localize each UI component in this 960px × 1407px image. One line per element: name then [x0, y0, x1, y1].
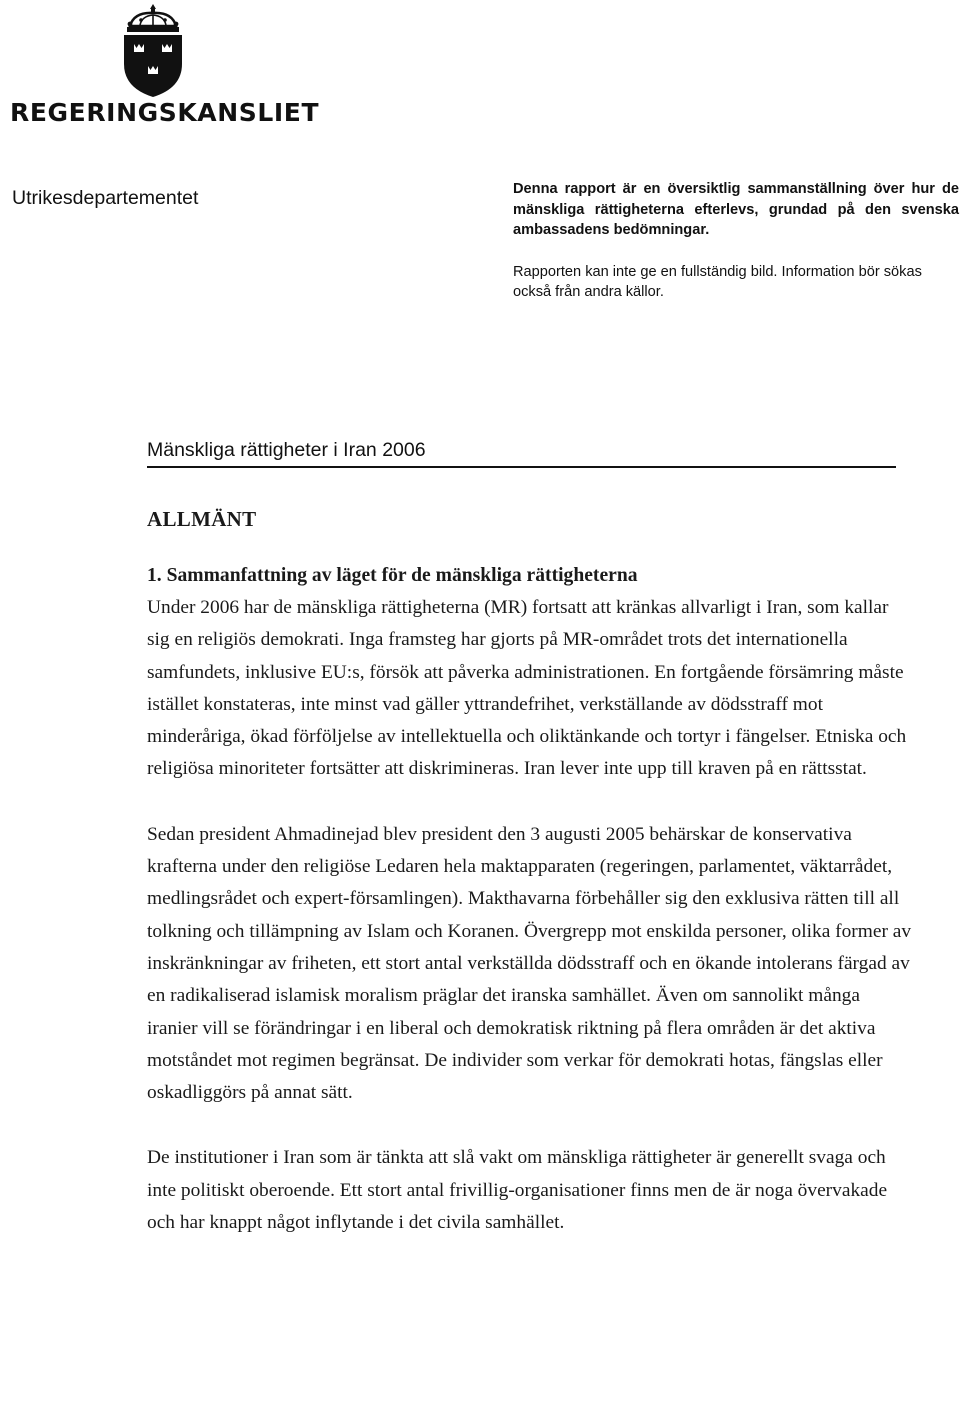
section-heading: ALLMÄNT [147, 507, 257, 531]
report-title: Mänskliga rättigheter i Iran 2006 [147, 437, 896, 468]
body-paragraph: Under 2006 har de mänskliga rättigheterna (MR) fortsatt att kränkas allvarligt i Iran, som kallar sig en religiös demokrati. Inga framsteg har gjorts på MR-området trots det internationella samfundets, inklusive EU:s, försök att påverka administrationen. En fortgående försämring måste istället konstateras, inte minst vad gäller yttrandefrihet, verkställande av dödsstraff mot minderåriga, ökad förföljelse av intellektuella och oliktänkande och tortyr i fängelser. Etniska och religiösa minoriteter fortsätter att diskrimineras. Iran lever inte upp till kraven på en rättsstat. [147, 597, 907, 780]
department-name: Utrikesdepartementet [12, 187, 199, 209]
subsection-heading: 1. Sammanfattning av läget för de mänskliga rättigheterna [147, 565, 638, 586]
government-logo [8, 2, 320, 130]
disclaimer-box [513, 179, 959, 303]
body-paragraph: Sedan president Ahmadinejad blev president den 3 augusti 2005 behärskar de konservativa krafterna under den religiöse Ledaren hela maktapparaten (regeringen, parlamentet, väktarrådet, medlingsrådet och expert-församlingen). Makthavarna förbehåller sig den exklusiva rätten till all tolkning och tillämpning av Islam och Koranen. Övergrepp mot enskilda personer, olika former av inskränkningar av friheten, ett stort antal verkställda dödsstraff och en ökande intolerans färgad av en radikaliserad islamisk moralism präglar det iranska samhället. Även om sannolikt många iranier vill se förändringar i en liberal och demokratisk riktning på flera områden är det aktiva motståndet mot regimen begränsat. De individer som verkar för demokrati hotas, fängslas eller oskadliggörs på annat sätt. [147, 823, 912, 1104]
disclaimer-summary: Denna rapport är en översiktlig sammanställning över hur de mänskliga rättigheterna efterlevs, grundad på den svenska ambassadens bedömningar. [513, 181, 959, 238]
report-body [147, 502, 912, 1239]
coat-of-arms-icon [114, 2, 192, 98]
logo-wordmark: REGERINGSKANSLIET [10, 98, 320, 127]
body-paragraph: De institutioner i Iran som är tänkta att slå vakt om mänskliga rättigheter är generellt svaga och inte politiskt oberoende. Ett stort antal frivillig-organisationer finns men de är noga övervakade och har knappt något inflytande i det civila samhället. [147, 1147, 888, 1234]
disclaimer-note: Rapporten kan inte ge en fullständig bild. Information bör sökas också från andra källor. [513, 263, 922, 300]
